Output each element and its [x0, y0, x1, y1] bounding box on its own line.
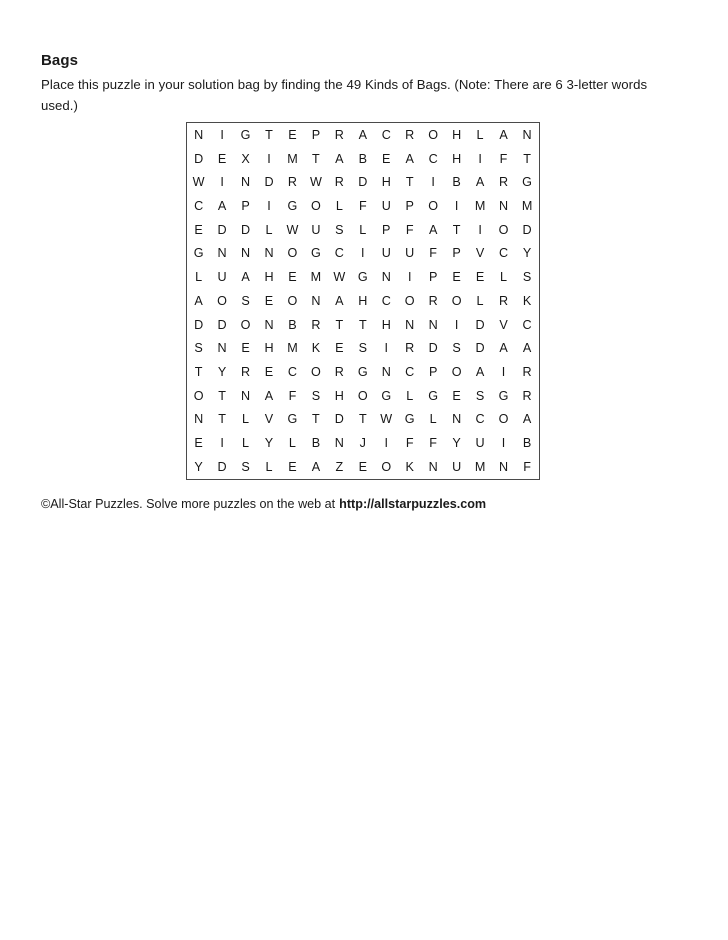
copyright-text: ©All-Star Puzzles. Solve more puzzles on the web at [41, 497, 336, 511]
grid-cell[interactable]: U [381, 246, 391, 261]
grid-cell[interactable]: F [288, 388, 297, 403]
grid-cell[interactable]: L [476, 293, 484, 308]
grid-cell[interactable]: H [452, 151, 462, 166]
grid-cell[interactable]: A [522, 412, 532, 427]
grid-cell[interactable]: E [264, 365, 274, 380]
grid-cell[interactable]: O [428, 127, 439, 142]
grid-cell[interactable]: U [381, 199, 391, 214]
grid-cell[interactable]: N [452, 412, 462, 427]
grid-row [187, 265, 539, 289]
grid-cell[interactable]: G [240, 127, 251, 142]
grid-cell[interactable]: R [498, 175, 509, 190]
grid-cell[interactable]: G [428, 388, 439, 403]
grid-cell[interactable]: O [404, 293, 415, 308]
word-search-grid[interactable] [186, 122, 540, 480]
grid-cell[interactable]: I [384, 341, 389, 356]
grid-cell[interactable]: E [241, 341, 250, 356]
grid-cell[interactable]: O [428, 199, 439, 214]
grid-cell[interactable]: H [264, 270, 274, 285]
grid-cell[interactable]: H [381, 317, 391, 332]
grid-cell[interactable]: F [429, 436, 438, 451]
grid-cell[interactable]: W [192, 175, 205, 190]
grid-cell[interactable]: O [287, 293, 298, 308]
grid-cell[interactable]: A [405, 151, 415, 166]
grid-cell[interactable]: T [312, 412, 320, 427]
grid-cell[interactable]: I [407, 270, 412, 285]
grid-cell[interactable]: W [333, 270, 346, 285]
grid-cell[interactable]: C [381, 293, 391, 308]
grid-cell[interactable]: V [264, 412, 274, 427]
grid-row [187, 360, 539, 384]
puzzle-instructions: Place this puzzle in your solution bag by finding the 49 Kinds of Bags. (Note: There are 6 3-letter words used.) [41, 77, 648, 113]
grid-cell[interactable]: I [267, 151, 271, 166]
grid-cell[interactable]: N [428, 317, 438, 332]
grid-cell[interactable]: O [498, 412, 509, 427]
grid-cell[interactable]: S [241, 460, 250, 475]
grid-cell[interactable]: O [240, 317, 251, 332]
grid-cell[interactable]: P [428, 270, 438, 285]
grid-cell[interactable]: I [384, 436, 389, 451]
grid-row [187, 123, 539, 147]
grid-cell[interactable]: B [358, 151, 368, 166]
grid-cell[interactable]: E [288, 460, 297, 475]
website-link[interactable]: http://allstarpuzzles.com [339, 497, 487, 511]
grid-cell[interactable]: N [381, 270, 391, 285]
grid-cell[interactable]: I [454, 317, 459, 332]
grid-cell[interactable]: C [287, 365, 298, 380]
grid-cell[interactable]: E [217, 151, 227, 166]
grid-cell[interactable]: D [240, 222, 251, 237]
grid-cell[interactable]: E [288, 270, 297, 285]
grid-cell[interactable]: H [381, 175, 391, 190]
grid-cell[interactable]: Y [522, 246, 532, 261]
grid-cell[interactable]: G [310, 246, 321, 261]
grid-cell[interactable]: N [240, 388, 251, 403]
grid-cell[interactable]: D [358, 175, 368, 190]
footer [41, 496, 486, 512]
grid-cell[interactable]: E [358, 460, 368, 475]
grid-cell[interactable]: G [522, 175, 533, 190]
grid-cell[interactable]: I [267, 199, 271, 214]
grid-cell[interactable]: R [428, 293, 438, 308]
grid-cell[interactable]: R [405, 127, 415, 142]
grid-cell[interactable]: P [382, 222, 391, 237]
grid-cell[interactable]: N [264, 317, 274, 332]
grid-cell[interactable]: G [404, 412, 415, 427]
grid-cell[interactable]: W [380, 412, 393, 427]
grid-cell[interactable]: A [358, 127, 368, 142]
grid-cell[interactable]: D [475, 341, 485, 356]
grid-cell[interactable]: N [194, 412, 204, 427]
grid-cell[interactable]: D [522, 222, 532, 237]
grid-cell[interactable]: P [405, 199, 415, 214]
grid-cell[interactable]: R [522, 365, 532, 380]
grid-cell[interactable]: I [501, 365, 506, 380]
grid-cell[interactable]: F [405, 436, 414, 451]
grid-cell[interactable]: C [428, 151, 438, 166]
grid-cell[interactable]: A [241, 270, 250, 285]
grid-cell[interactable]: C [405, 365, 415, 380]
grid-cell[interactable]: N [498, 199, 509, 214]
grid-cell[interactable]: O [217, 293, 228, 308]
grid-cell[interactable]: N [405, 317, 415, 332]
grid-cell[interactable]: E [264, 293, 274, 308]
grid-cell[interactable]: T [265, 127, 274, 142]
grid-cell[interactable]: V [499, 317, 508, 332]
grid-cell[interactable]: E [288, 127, 297, 142]
grid-cell[interactable]: R [240, 365, 251, 380]
grid-row [187, 384, 539, 408]
grid-cell[interactable]: O [287, 246, 298, 261]
grid-cell[interactable]: L [265, 222, 273, 237]
grid-cell[interactable]: A [194, 293, 204, 308]
grid-cell[interactable]: E [335, 341, 344, 356]
grid-cell[interactable]: L [476, 127, 484, 142]
grid-cell[interactable]: A [499, 341, 508, 356]
grid-row [187, 170, 539, 194]
grid-row [187, 194, 539, 218]
grid-cell[interactable]: E [452, 270, 462, 285]
grid-cell[interactable]: A [499, 127, 508, 142]
grid-cell[interactable]: N [217, 341, 227, 356]
grid-cell[interactable]: D [194, 317, 204, 332]
grid-cell[interactable]: N [381, 365, 391, 380]
grid-cell[interactable]: C [475, 412, 485, 427]
grid-cell[interactable]: E [475, 270, 485, 285]
grid-cell[interactable]: S [311, 388, 321, 403]
grid-cell[interactable]: T [523, 151, 532, 166]
grid-cell[interactable]: O [498, 222, 509, 237]
grid-cell[interactable]: D [475, 317, 485, 332]
grid-cell[interactable]: C [381, 127, 391, 142]
grid-cell[interactable]: I [220, 175, 225, 190]
grid-cell[interactable]: G [287, 199, 298, 214]
grid-cell[interactable]: M [287, 341, 298, 356]
grid-cell[interactable]: C [522, 317, 532, 332]
grid-cell[interactable]: H [452, 127, 462, 142]
grid-cell[interactable]: L [195, 270, 203, 285]
grid-cell[interactable]: R [334, 127, 345, 142]
grid-cell[interactable]: H [358, 293, 368, 308]
grid-cell[interactable]: G [357, 270, 368, 285]
grid-cell[interactable]: N [240, 246, 251, 261]
grid-cell[interactable]: M [521, 199, 533, 214]
grid-cell[interactable]: I [431, 175, 436, 190]
grid-cell[interactable]: L [429, 412, 437, 427]
grid-cell[interactable]: U [311, 222, 321, 237]
grid-cell[interactable]: D [428, 341, 438, 356]
grid-cell[interactable]: U [452, 460, 462, 475]
grid-cell[interactable]: D [217, 222, 227, 237]
grid-cell[interactable]: M [474, 199, 486, 214]
grid-cell[interactable]: D [217, 317, 227, 332]
grid-cell[interactable]: R [334, 365, 345, 380]
page-title: Bags [41, 52, 79, 69]
letter-grid-table [187, 123, 539, 479]
grid-cell[interactable]: A [311, 460, 321, 475]
grid-cell[interactable]: F [499, 151, 508, 166]
grid-cell[interactable]: B [288, 317, 297, 332]
grid-cell[interactable]: G [193, 246, 204, 261]
grid-cell[interactable]: L [242, 436, 250, 451]
grid-cell[interactable]: O [193, 388, 204, 403]
grid-cell[interactable]: R [334, 175, 345, 190]
grid-cell[interactable]: U [405, 246, 415, 261]
grid-cell[interactable]: Y [452, 436, 462, 451]
grid-cell[interactable]: I [454, 199, 459, 214]
grid-cell[interactable]: O [451, 365, 462, 380]
grid-cell[interactable]: H [334, 388, 345, 403]
grid-cell[interactable]: A [428, 222, 438, 237]
grid-cell[interactable]: K [405, 460, 415, 475]
grid-cell[interactable]: T [312, 151, 320, 166]
grid-cell[interactable]: F [405, 222, 414, 237]
grid-cell[interactable]: W [286, 222, 299, 237]
grid-cell[interactable]: S [241, 293, 250, 308]
grid-cell[interactable]: I [220, 127, 225, 142]
grid-cell[interactable]: L [242, 412, 250, 427]
grid-cell[interactable]: P [452, 246, 462, 261]
grid-cell[interactable]: S [358, 341, 368, 356]
grid-cell[interactable]: E [452, 388, 462, 403]
grid-cell[interactable]: B [311, 436, 321, 451]
grid-cell[interactable]: R [287, 175, 298, 190]
grid-cell[interactable]: E [382, 151, 391, 166]
grid-cell[interactable]: S [335, 222, 344, 237]
grid-cell[interactable]: D [264, 175, 274, 190]
grid-cell[interactable]: O [310, 199, 321, 214]
grid-cell[interactable]: I [501, 436, 506, 451]
grid-cell[interactable]: D [334, 412, 345, 427]
grid-cell[interactable]: D [194, 151, 204, 166]
grid-cell[interactable]: R [311, 317, 321, 332]
letter-grid-body [187, 123, 539, 479]
grid-cell[interactable]: R [522, 388, 532, 403]
grid-cell[interactable]: L [335, 199, 344, 214]
grid-cell[interactable]: U [475, 436, 485, 451]
grid-cell[interactable]: O [381, 460, 392, 475]
grid-cell[interactable]: E [194, 436, 204, 451]
grid-cell[interactable]: N [217, 246, 227, 261]
grid-cell[interactable]: M [310, 270, 322, 285]
grid-cell[interactable]: O [451, 293, 462, 308]
grid-cell[interactable]: P [311, 127, 321, 142]
grid-cell[interactable]: G [357, 365, 368, 380]
grid-cell[interactable]: N [428, 460, 438, 475]
grid-cell[interactable]: T [218, 388, 227, 403]
grid-cell[interactable]: H [264, 341, 274, 356]
grid-cell[interactable]: O [310, 365, 321, 380]
grid-cell[interactable]: A [335, 151, 344, 166]
grid-cell[interactable]: P [428, 365, 438, 380]
grid-cell[interactable]: J [359, 436, 367, 451]
grid-cell[interactable]: N [334, 436, 345, 451]
grid-cell[interactable]: T [218, 412, 227, 427]
grid-cell[interactable]: T [452, 222, 461, 237]
grid-row [187, 313, 539, 337]
grid-row [187, 455, 539, 479]
grid-cell[interactable]: S [194, 341, 204, 356]
grid-row [187, 431, 539, 455]
grid-cell[interactable]: M [287, 151, 298, 166]
grid-cell[interactable]: G [287, 412, 298, 427]
grid-cell[interactable]: U [217, 270, 227, 285]
grid-cell[interactable]: T [194, 365, 203, 380]
grid-cell[interactable]: T [405, 175, 414, 190]
grid-cell[interactable]: N [311, 293, 321, 308]
grid-cell[interactable]: L [406, 388, 414, 403]
grid-cell[interactable]: A [335, 293, 344, 308]
grid-cell[interactable]: O [357, 388, 368, 403]
grid-cell[interactable]: A [522, 341, 532, 356]
grid-cell[interactable]: S [522, 270, 532, 285]
grid-cell[interactable]: Y [194, 460, 204, 475]
grid-cell[interactable]: K [311, 341, 321, 356]
grid-cell[interactable]: T [335, 317, 344, 332]
grid-cell[interactable]: N [240, 175, 251, 190]
grid-cell[interactable]: L [359, 222, 367, 237]
grid-cell[interactable]: R [405, 341, 415, 356]
grid-cell[interactable]: G [381, 388, 392, 403]
grid-cell[interactable]: F [523, 460, 532, 475]
grid-cell[interactable]: Y [264, 436, 274, 451]
grid-cell[interactable]: N [498, 460, 509, 475]
grid-cell[interactable]: F [358, 199, 367, 214]
grid-cell[interactable]: T [358, 317, 367, 332]
grid-cell[interactable]: L [265, 460, 273, 475]
grid-cell[interactable]: L [288, 436, 297, 451]
grid-cell[interactable]: K [522, 293, 532, 308]
grid-cell[interactable]: N [264, 246, 274, 261]
grid-cell[interactable]: L [500, 270, 508, 285]
grid-cell[interactable]: B [522, 436, 532, 451]
grid-row [187, 147, 539, 171]
grid-cell[interactable]: X [241, 151, 250, 166]
grid-cell[interactable]: Y [217, 365, 227, 380]
grid-cell[interactable]: I [478, 151, 483, 166]
grid-cell[interactable]: W [309, 175, 323, 190]
grid-cell[interactable]: Z [335, 460, 344, 475]
grid-cell[interactable]: P [241, 199, 250, 214]
grid-row [187, 218, 539, 242]
grid-cell[interactable]: N [522, 127, 532, 142]
grid-row [187, 336, 539, 360]
grid-cell[interactable]: N [194, 127, 204, 142]
grid-cell[interactable]: A [217, 199, 227, 214]
grid-cell[interactable]: E [194, 222, 204, 237]
grid-cell[interactable]: A [264, 388, 274, 403]
grid-cell[interactable]: D [217, 460, 227, 475]
grid-cell[interactable]: I [361, 246, 365, 261]
grid-cell[interactable]: G [498, 388, 509, 403]
grid-cell[interactable]: B [452, 175, 462, 190]
grid-row [187, 289, 539, 313]
grid-cell[interactable]: A [475, 365, 485, 380]
grid-cell[interactable]: C [334, 246, 345, 261]
grid-cell[interactable]: R [498, 293, 509, 308]
grid-cell[interactable]: C [498, 246, 509, 261]
grid-cell[interactable]: M [474, 460, 486, 475]
grid-row [187, 408, 539, 432]
grid-row [187, 242, 539, 266]
grid-cell[interactable]: S [475, 388, 485, 403]
grid-cell[interactable]: A [475, 175, 485, 190]
grid-cell[interactable]: T [358, 412, 367, 427]
grid-cell[interactable]: V [475, 246, 485, 261]
grid-cell[interactable]: I [478, 222, 483, 237]
grid-cell[interactable]: I [220, 436, 225, 451]
grid-cell[interactable]: C [194, 199, 204, 214]
grid-cell[interactable]: F [429, 246, 438, 261]
grid-cell[interactable]: S [452, 341, 462, 356]
